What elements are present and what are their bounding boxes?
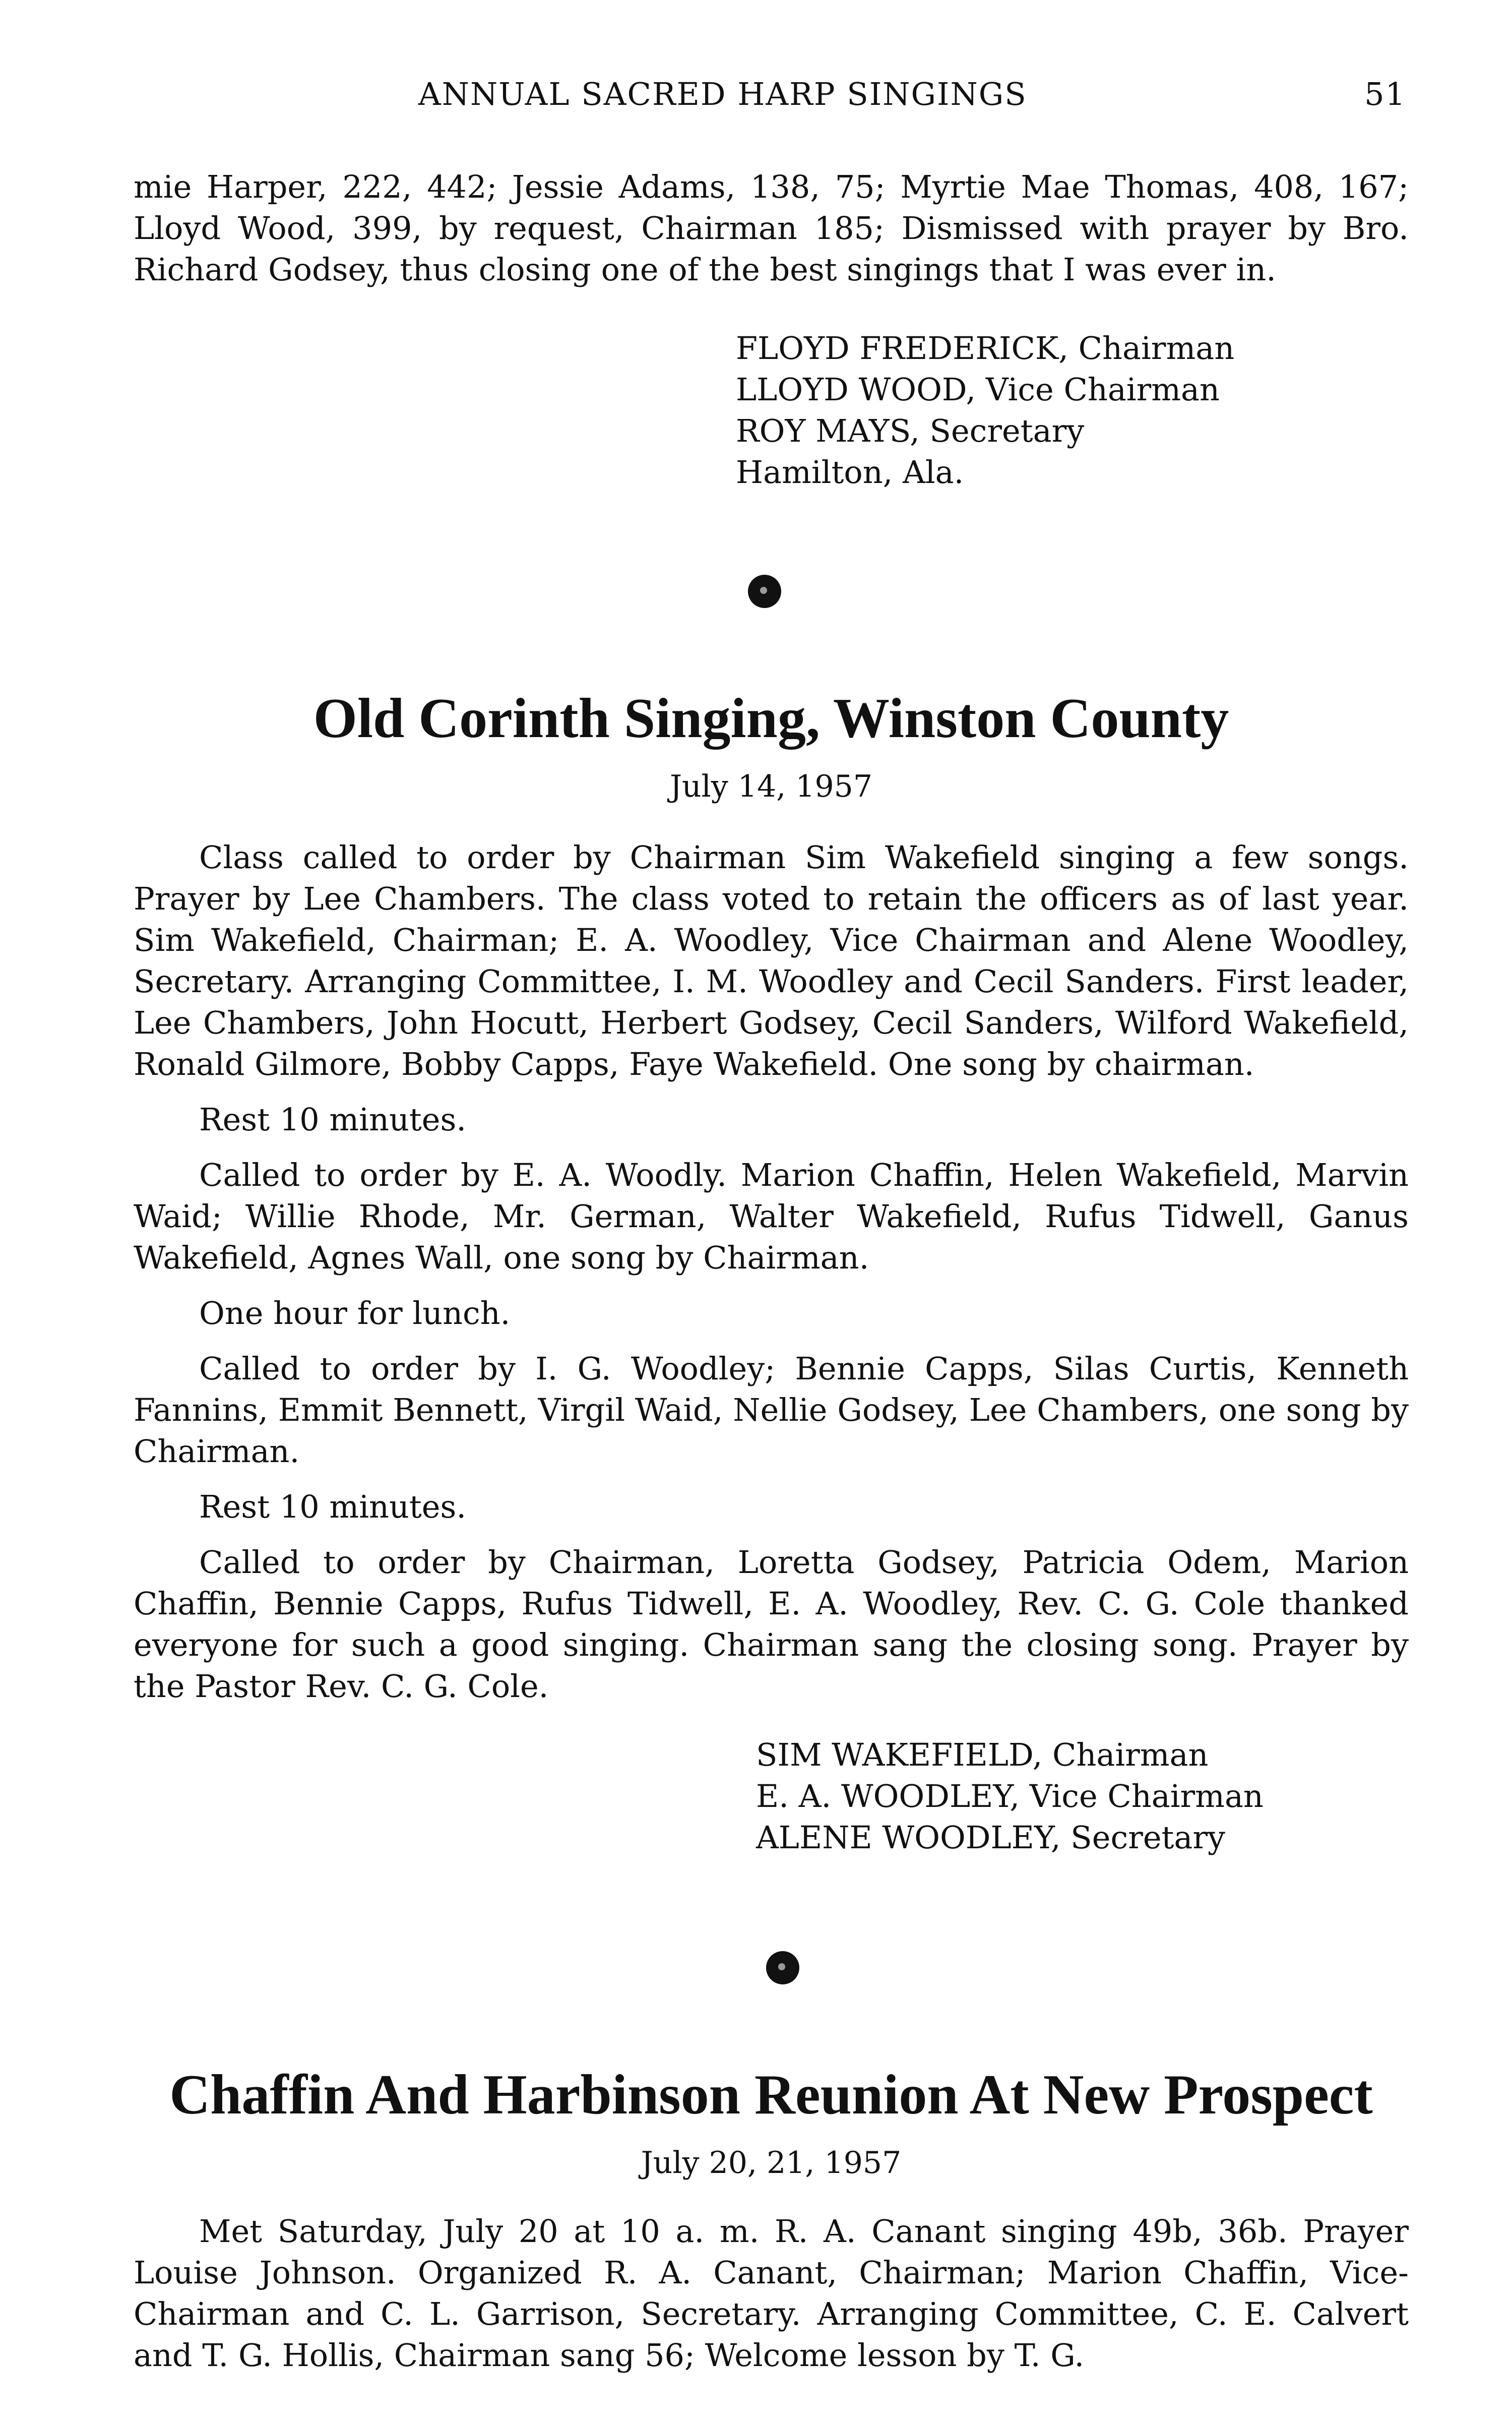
signature-line: SIM WAKEFIELD, Chairman <box>756 1736 1209 1773</box>
continued-paragraph: mie Harper, 222, 442; Jessie Adams, 138, 75; Myrtie Mae Thomas, 408, 167; Lloyd Wood, 399, by request, Chairman 185; Dismissed with prayer by Bro. Richard Godsey, thus closing one of the best singings that I was ever in. <box>134 168 1409 288</box>
signature-line: ALENE WOODLEY, Secretary <box>756 1819 1226 1856</box>
signature-line: E. A. WOODLEY, Vice Chairman <box>756 1778 1264 1814</box>
section-date-chaffin-harbinson: July 20, 21, 1957 <box>641 2145 902 2181</box>
section-heading-old-corinth: Old Corinth Singing, Winston County <box>313 687 1229 750</box>
continued-signature <box>736 328 1234 493</box>
body-paragraph: Met Saturday, July 20 at 10 a. m. R. A. Canant singing 49b, 36b. Prayer Louise Johnson. Organized R. A. Canant, Chairman; Marion Chaffin, Vice-Chairman and C. L. Garrison, Secretary. Arranging Committee, C. E. Calvert and T. G. Hollis, Chairman sang 56; Welcome lesson by T. G. <box>134 2213 1409 2374</box>
body-paragraph: One hour for lunch. <box>199 1295 511 1332</box>
section-body-old-corinth <box>134 837 1409 1707</box>
section-date-old-corinth: July 14, 1957 <box>669 769 873 804</box>
body-paragraph: Called to order by Chairman, Loretta Godsey, Patricia Odem, Marion Chaffin, Bennie Capps, Rufus Tidwell, E. A. Woodley, Rev. C. G. Cole thanked everyone for such a good singing. Chairman sang the closing song. Prayer by the Pastor Rev. C. G. Cole. <box>134 1544 1409 1705</box>
continued-entry <box>134 166 1409 290</box>
signature-line: FLOYD FREDERICK, Chairman <box>736 330 1235 367</box>
signature-line: LLOYD WOOD, Vice Chairman <box>736 371 1220 408</box>
body-paragraph: Rest 10 minutes. <box>199 1101 467 1138</box>
section-divider-ornament <box>748 575 781 608</box>
section-divider-ornament <box>766 1951 799 1984</box>
page-number: 51 <box>1364 76 1406 112</box>
body-paragraph: Rest 10 minutes. <box>199 1488 467 1525</box>
signature-line: Hamilton, Ala. <box>736 454 964 491</box>
old-corinth-signature <box>756 1734 1264 1858</box>
section-heading-chaffin-harbinson: Chaffin And Harbinson Reunion At New Prospect <box>169 2064 1373 2126</box>
section-body-chaffin-harbinson <box>134 2211 1409 2376</box>
running-title: ANNUAL SACRED HARP SINGINGS <box>418 76 1027 112</box>
body-paragraph: Called to order by E. A. Woodly. Marion Chaffin, Helen Wakefield, Marvin Waid; Willie Rhode, Mr. German, Walter Wakefield, Rufus Tidwell, Ganus Wakefield, Agnes Wall, one song by Chairman. <box>134 1157 1409 1276</box>
signature-line: ROY MAYS, Secretary <box>736 412 1085 449</box>
body-paragraph: Called to order by I. G. Woodley; Bennie Capps, Silas Curtis, Kenneth Fannins, Emmit Bennett, Virgil Waid, Nellie Godsey, Lee Chambers, one song by Chairman. <box>134 1350 1409 1470</box>
body-paragraph: Class called to order by Chairman Sim Wakefield singing a few songs. Prayer by Lee Chambers. The class voted to retain the officers as of last year. Sim Wakefield, Chairman; E. A. Woodley, Vice Chairman and Alene Woodley, Secretary. Arranging Committee, I. M. Woodley and Cecil Sanders. First leader, Lee Chambers, John Hocutt, Herbert Godsey, Cecil Sanders, Wilford Wakefield, Ronald Gilmore, Bobby Capps, Faye Wakefield. One song by chairman. <box>134 839 1409 1082</box>
